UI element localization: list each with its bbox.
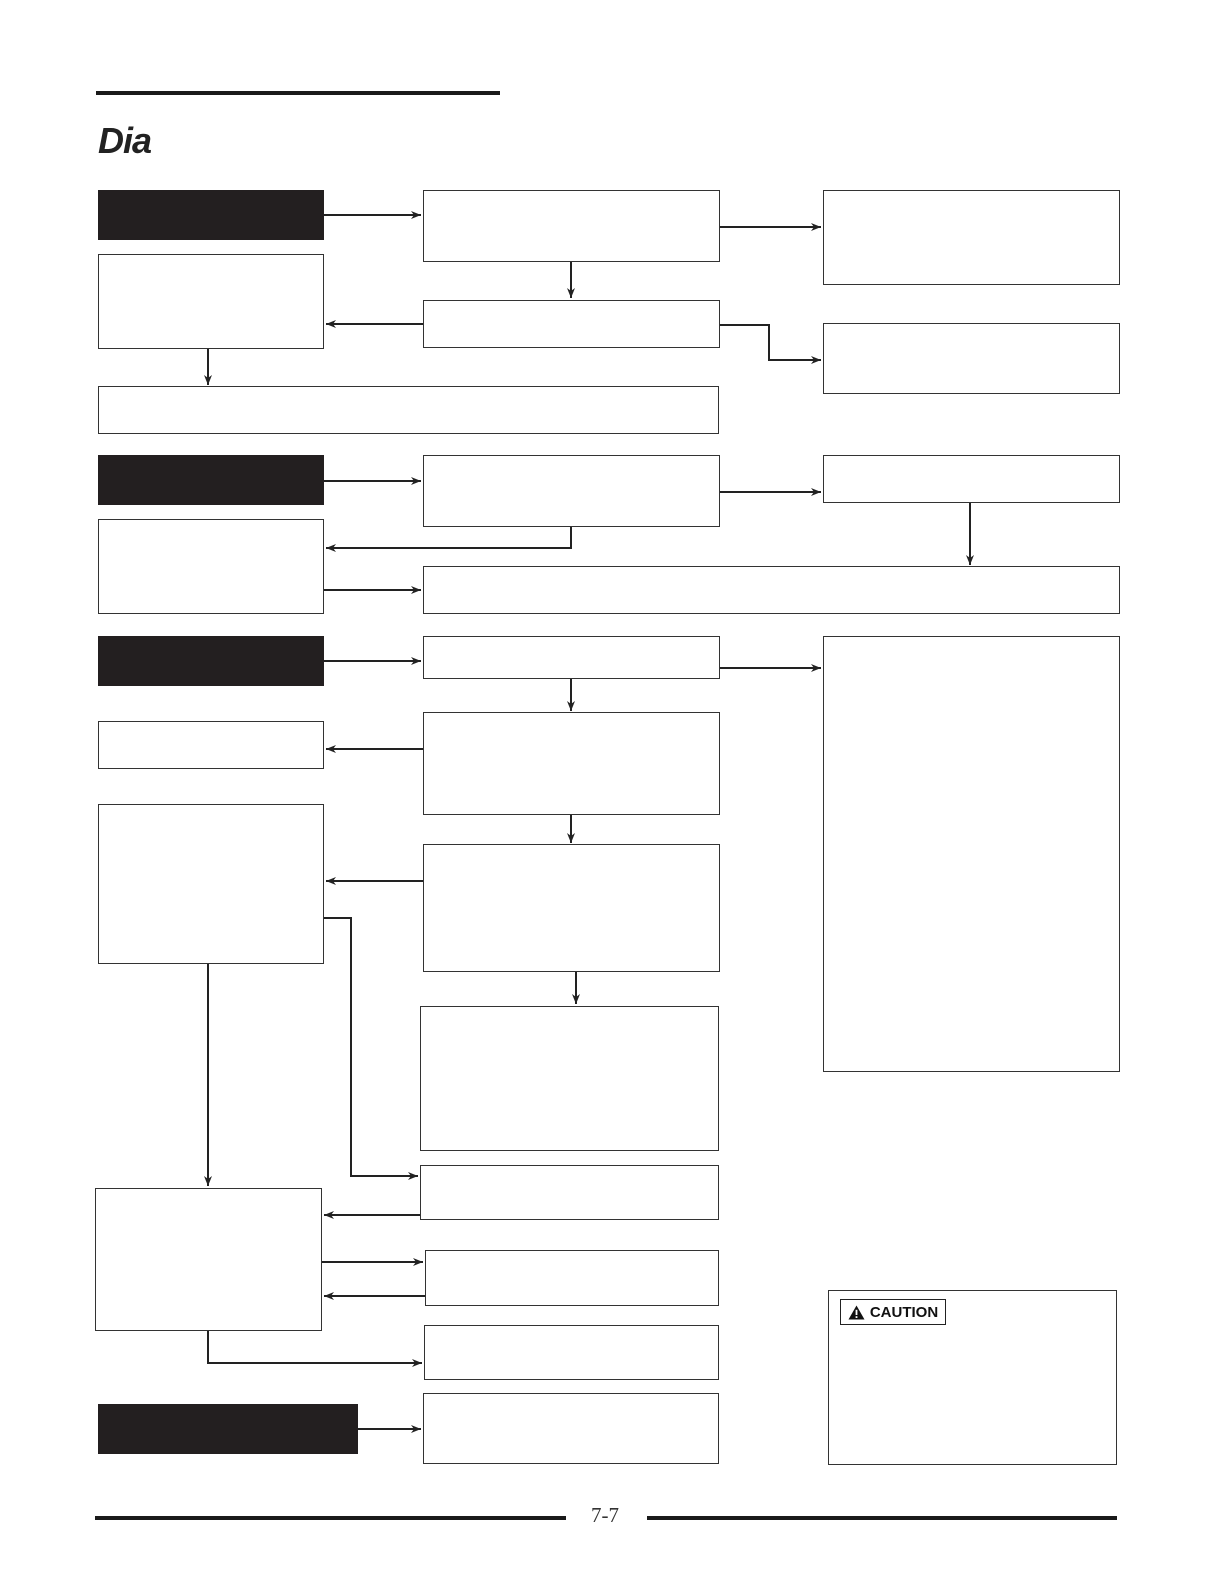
- section-3-lower-left-box: [95, 1188, 322, 1331]
- caution-label: CAUTION: [869, 1303, 939, 1321]
- section-3-header-block: [98, 636, 324, 686]
- page-number: 7-7: [591, 1503, 619, 1527]
- section-1-header-block: [98, 190, 324, 240]
- section-3-result-small-left: [98, 721, 324, 769]
- section-1-wide-box: [98, 386, 719, 434]
- arrow-3-left-to-e: [324, 918, 418, 1176]
- section-1-result-left: [98, 254, 324, 349]
- section-3-result-left: [98, 804, 324, 964]
- section-3-step-e: [420, 1165, 719, 1220]
- arrow-2-a-to-left: [326, 527, 571, 548]
- section-3-step-c: [423, 844, 720, 972]
- page-title: Dia: [98, 120, 152, 161]
- section-2-wide-box: [423, 566, 1120, 614]
- section-3-step-d: [420, 1006, 719, 1151]
- section-1-step-a: [423, 190, 720, 262]
- warning-triangle-icon: [848, 1305, 865, 1320]
- section-3-step-g: [424, 1325, 719, 1380]
- arrow-1-b-to-right: [719, 325, 821, 360]
- caution-badge: [840, 1299, 946, 1325]
- section-3-tall-right-box: [823, 636, 1120, 1072]
- section-4-step-a: [423, 1393, 719, 1464]
- section-1-step-b: [423, 300, 720, 348]
- section-3-step-b: [423, 712, 720, 815]
- section-4-header-block: [98, 1404, 358, 1454]
- section-3-step-a: [423, 636, 720, 679]
- section-2-result-right: [823, 455, 1120, 503]
- section-2-step-a: [423, 455, 720, 527]
- footer-rule-right: [647, 1516, 1117, 1520]
- section-1-result-right-top: [823, 190, 1120, 285]
- section-3-step-f: [425, 1250, 719, 1306]
- footer-rule-left: [95, 1516, 566, 1520]
- arrow-3-lower-to-g: [208, 1331, 422, 1363]
- section-2-result-left: [98, 519, 324, 614]
- section-2-header-block: [98, 455, 324, 505]
- section-1-result-right-bottom: [823, 323, 1120, 394]
